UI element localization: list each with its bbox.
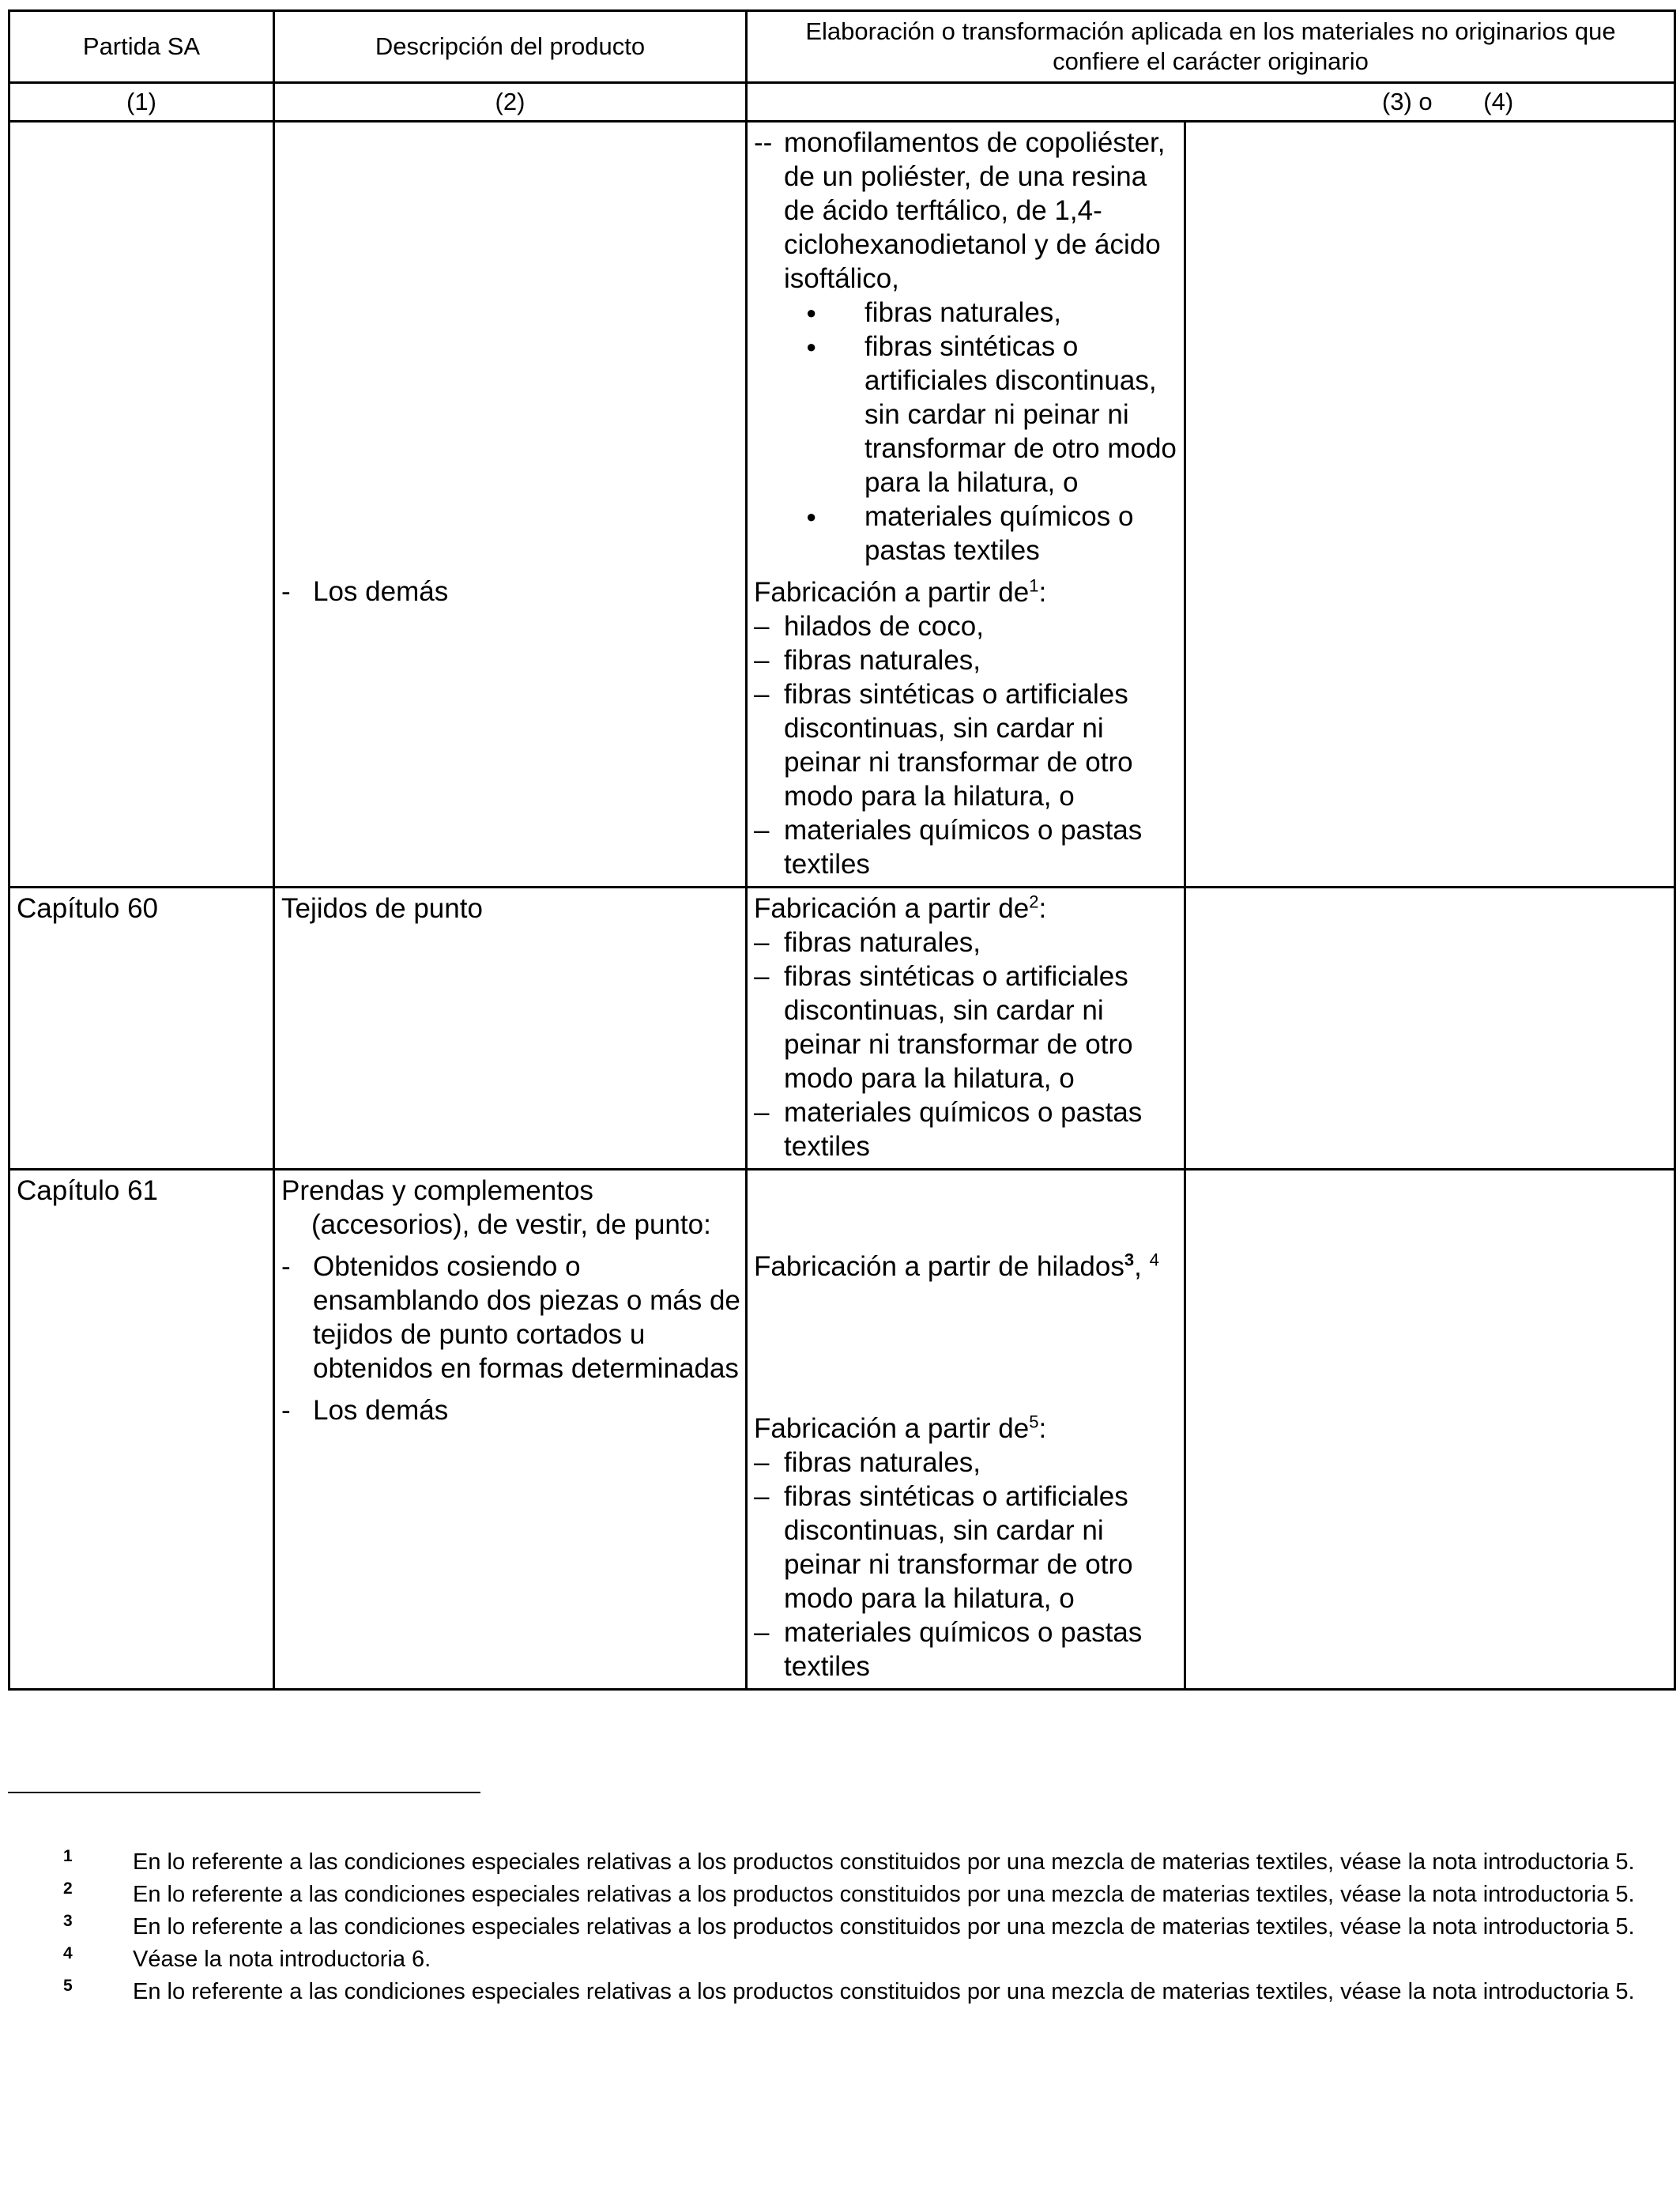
footnote-text: Véase la nota introductoria 6. — [133, 1947, 431, 1972]
dash-marker: – — [754, 1481, 770, 1512]
desc-heading: Prendas y complementos (accesorios), de vestir, de punto: — [281, 1175, 711, 1240]
double-dash-marker: -- — [754, 127, 773, 158]
dash-marker: – — [754, 961, 770, 992]
bullet-text: fibras naturales, — [864, 297, 1062, 328]
column-number-4: (4) — [1483, 88, 1514, 115]
bullet-icon: ● — [806, 303, 817, 322]
rule-cell — [747, 888, 1185, 1170]
desc-item — [281, 1393, 740, 1427]
header-partida: Partida SA — [9, 11, 274, 83]
footnote-ref: 4 — [1149, 1250, 1159, 1270]
dash-marker: – — [754, 611, 770, 642]
partida-cell: Capítulo 61 — [9, 1170, 274, 1690]
rule-lead — [754, 892, 1179, 925]
header-elaboracion: Elaboración o transformación aplicada en los materiales no originarios que confiere el carácter originario — [747, 11, 1675, 83]
rule-item-text: fibras sintéticas o artificiales discontinuas, sin cardar ni peinar ni transformar de otro modo para la hilatura, o — [784, 1481, 1133, 1614]
rule-item — [754, 959, 1179, 1095]
hyphen-marker: - — [281, 1251, 291, 1282]
desc-text: Los demás — [313, 1395, 449, 1426]
rule-lead-colon: : — [1038, 1413, 1047, 1444]
column-number-row — [9, 83, 1675, 122]
rule-item-text: fibras naturales, — [784, 927, 981, 958]
footnote-text: En lo referente a las condiciones especiales relativas a los productos constituidos por una mezcla de materias textiles, véase la nota introductoria 5. — [133, 1979, 1635, 2004]
descripcion-cell — [274, 122, 747, 888]
table-row-chapter-61 — [9, 1170, 1675, 1690]
alt-rule-cell-empty — [1185, 122, 1675, 888]
bullet-item — [754, 499, 1179, 567]
rule-item — [754, 1480, 1179, 1615]
footnote — [8, 1943, 1674, 1976]
footnote-number: 2 — [63, 1879, 73, 1898]
rule-lead-text: Fabricación a partir de — [754, 577, 1030, 608]
rule-item — [754, 925, 1179, 959]
rule-item — [754, 677, 1179, 813]
footnote — [8, 1879, 1674, 1911]
rule-item-text: hilados de coco, — [784, 611, 984, 642]
origin-rules-table — [8, 9, 1676, 1691]
desc-text: Obtenidos cosiendo o ensamblando dos piezas o más de tejidos de punto cortados u obtenidos en formas determinadas — [313, 1251, 740, 1384]
rule-item-text: materiales químicos o pastas textiles — [784, 1617, 1143, 1682]
footnote — [8, 1846, 1674, 1879]
footnote — [8, 1911, 1674, 1943]
rule-lead — [754, 1250, 1179, 1412]
rule-item — [754, 1615, 1179, 1683]
footnote-ref: 2 — [1029, 892, 1039, 912]
footnote-ref: 3 — [1124, 1250, 1135, 1270]
hyphen-marker: - — [281, 576, 291, 607]
footnote-number: 4 — [63, 1944, 73, 1962]
dash-marker: – — [754, 1097, 770, 1128]
footnote-ref: 1 — [1029, 575, 1039, 596]
alt-rule-cell-empty — [1185, 1170, 1675, 1690]
rule-intro — [754, 126, 1179, 296]
partida-cell-empty — [9, 122, 274, 888]
bullet-icon: ● — [806, 337, 817, 356]
rule-item — [754, 813, 1179, 881]
rule-intro-text: monofilamentos de copoliéster, de un poliéster, de una resina de ácido terftálico, de 1,4-ciclohexanodietanol y de ácido isoftálico, — [784, 127, 1166, 294]
rule-item-text: fibras naturales, — [784, 1447, 981, 1478]
footnote — [8, 1976, 1674, 2008]
rule-lead-colon: : — [1038, 893, 1047, 924]
rule-cell — [747, 1170, 1185, 1690]
footnote-text: En lo referente a las condiciones especiales relativas a los productos constituidos por una mezcla de materias textiles, véase la nota introductoria 5. — [133, 1849, 1635, 1875]
footnote-text: En lo referente a las condiciones especiales relativas a los productos constituidos por una mezcla de materias textiles, véase la nota introductoria 5. — [133, 1882, 1635, 1907]
dash-marker: – — [754, 1617, 770, 1648]
footnote-number: 5 — [63, 1977, 73, 1995]
rule-cell — [747, 122, 1185, 888]
footnote-text: En lo referente a las condiciones especiales relativas a los productos constituidos por una mezcla de materias textiles, véase la nota introductoria 5. — [133, 1914, 1635, 1940]
rule-lead-text: Fabricación a partir de — [754, 1413, 1030, 1444]
dash-marker: – — [754, 679, 770, 710]
desc-item — [281, 575, 740, 609]
footnote-separator: , — [1134, 1251, 1142, 1282]
bullet-text: fibras sintéticas o artificiales discontinuas, sin cardar ni peinar ni transformar de otro modo para la hilatura, o — [864, 331, 1177, 498]
descripcion-cell: Tejidos de punto — [274, 888, 747, 1170]
table-row-chapter-60 — [9, 888, 1675, 1170]
bullet-item — [754, 296, 1179, 330]
rule-lead-text: Fabricación a partir de — [754, 893, 1030, 924]
bullet-item — [754, 330, 1179, 499]
column-number-3-or: (3) o — [1381, 88, 1433, 115]
footnote-ref: 5 — [1029, 1412, 1039, 1432]
bullet-icon: ● — [806, 507, 817, 526]
rule-item — [754, 1446, 1179, 1480]
rule-item — [754, 609, 1179, 643]
column-number-2: (2) — [274, 83, 747, 122]
rule-lead — [754, 1412, 1179, 1446]
dash-marker: – — [754, 645, 770, 676]
header-descripcion: Descripción del producto — [274, 11, 747, 83]
dash-marker: – — [754, 927, 770, 958]
rule-lead-colon: : — [1038, 577, 1047, 608]
descripcion-cell — [274, 1170, 747, 1690]
dash-marker: – — [754, 815, 770, 846]
hyphen-marker: - — [281, 1395, 291, 1426]
footnote-number: 1 — [63, 1847, 73, 1865]
bullet-text: materiales químicos o pastas textiles — [864, 501, 1134, 566]
table-row-continuation — [9, 122, 1675, 888]
column-number-3-4 — [747, 83, 1675, 122]
rule-item — [754, 1095, 1179, 1163]
rule-item-text: fibras sintéticas o artificiales discontinuas, sin cardar ni peinar ni transformar de otro modo para la hilatura, o — [784, 679, 1133, 812]
desc-item — [281, 1250, 740, 1385]
rule-lead — [754, 575, 1179, 609]
rule-lead-text: Fabricación a partir de hilados — [754, 1251, 1124, 1282]
column-number-1: (1) — [9, 83, 274, 122]
footnotes — [8, 1846, 1674, 2008]
dash-marker: – — [754, 1447, 770, 1478]
partida-cell: Capítulo 60 — [9, 888, 274, 1170]
rule-item-text: materiales químicos o pastas textiles — [784, 815, 1143, 880]
header-row — [9, 11, 1675, 83]
rule-item-text: fibras sintéticas o artificiales discontinuas, sin cardar ni peinar ni transformar de otro modo para la hilatura, o — [784, 961, 1133, 1094]
alt-rule-cell-empty — [1185, 888, 1675, 1170]
rule-item-text: fibras naturales, — [784, 645, 981, 676]
footnote-number: 3 — [63, 1912, 73, 1930]
rule-item — [754, 643, 1179, 677]
footnote-separator-line — [8, 1792, 480, 1793]
rule-item-text: materiales químicos o pastas textiles — [784, 1097, 1143, 1162]
desc-text: Los demás — [313, 576, 449, 607]
